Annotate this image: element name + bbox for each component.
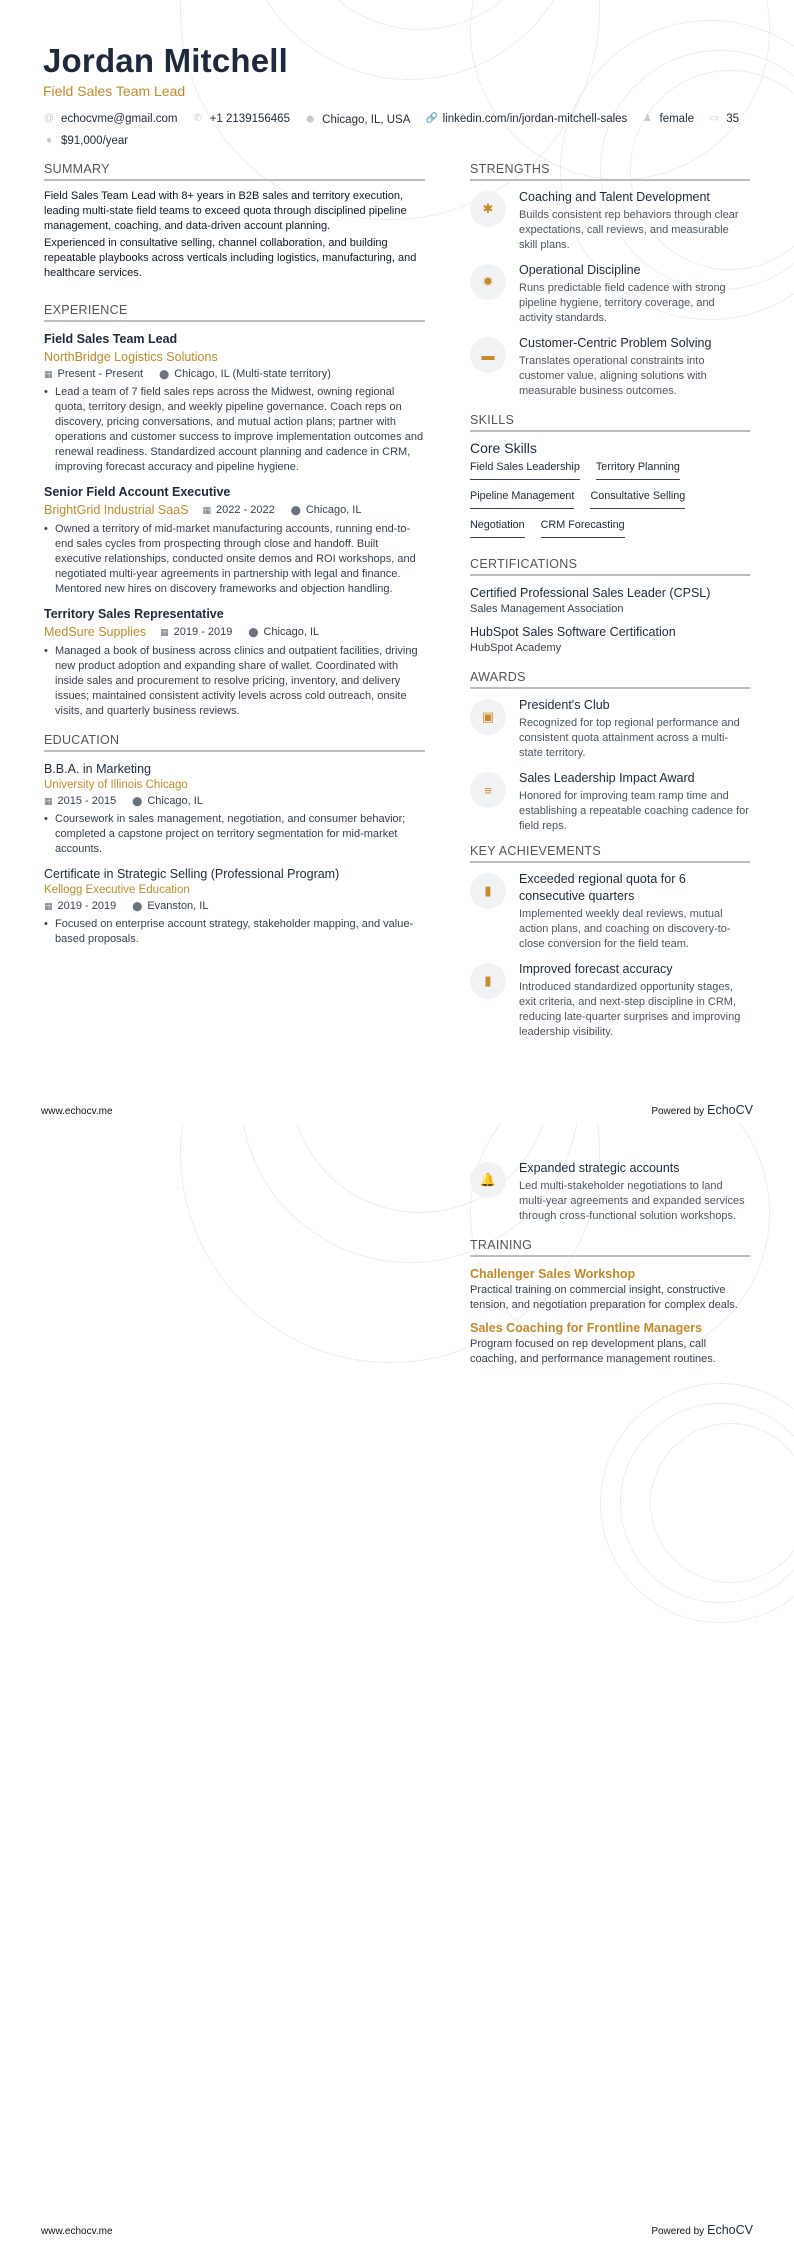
degree: Certificate in Strategic Selling (Professional Program) [44, 867, 340, 881]
salary-icon: ● [45, 135, 53, 146]
powered-by: Powered by EchoCV [651, 2223, 753, 2237]
education-meta: ▦ 2019 - 2019 ⬤ Evanston, IL [44, 900, 209, 912]
contact-salary: ● $91,000/year [45, 135, 129, 147]
contact-info [44, 108, 764, 151]
company-name: BrightGrid Industrial SaaS [44, 503, 189, 517]
job-meta: BrightGrid Industrial SaaS ▦ 2022 - 2022 ⬤ Chicago, IL [44, 503, 362, 517]
award-desc: Recognized for top regional performance and consistent quota attainment across a multi-state territory. [519, 717, 740, 759]
job-meta: ▦ Present - Present ⬤ Chicago, IL (Multi-state territory) [44, 368, 331, 380]
strength-item [470, 189, 750, 253]
cert-org: HubSpot Academy [470, 642, 562, 654]
bell-icon: 🔔 [470, 1162, 506, 1198]
summary-paragraph: Field Sales Team Lead with 8+ years in B2B sales and territory execution, leading multi-state field teams to exceed quota through disciplined pipeline management, coaching, and data-driven account planning. [44, 190, 407, 232]
powered-by: Powered by EchoCV [651, 1103, 753, 1117]
awards-section [470, 670, 750, 834]
cert-name: Certified Professional Sales Leader (CPSL) [470, 586, 711, 600]
skill-group-title: Core Skills [470, 440, 537, 456]
achievement-item [470, 1160, 750, 1224]
experience-item [44, 330, 425, 475]
location-pin-icon: ⬤ [248, 627, 259, 637]
certifications-section [470, 557, 750, 656]
education-item [44, 865, 425, 947]
experience-item [44, 605, 425, 719]
brand-name[interactable]: EchoCV [707, 1103, 753, 1117]
skill-tag: Territory Planning [596, 460, 680, 480]
right-column [470, 162, 750, 1049]
contact-location: ⬤ Chicago, IL, USA [306, 114, 411, 126]
strength-title: Operational Discipline [519, 263, 641, 277]
training-title: Challenger Sales Workshop [470, 1267, 636, 1281]
at-icon: @ [44, 113, 55, 124]
achievement-title: Expanded strategic accounts [519, 1161, 680, 1175]
skill-tags [470, 460, 750, 547]
calendar-icon: ▦ [44, 796, 53, 806]
calendar-icon: ▦ [44, 901, 53, 911]
job-role: Territory Sales Representative [44, 607, 224, 621]
skill-tag: Negotiation [470, 518, 525, 538]
calendar-icon: ▦ [44, 369, 53, 379]
job-role: Senior Field Account Executive [44, 485, 231, 499]
achievements-section [470, 844, 750, 1040]
strength-desc: Runs predictable field cadence with strong pipeline hygiene, territory coverage, and activity standards. [519, 282, 726, 324]
award-item [470, 697, 750, 761]
education-item [44, 760, 425, 857]
school-name: Kellogg Executive Education [44, 884, 190, 896]
code-square-icon: ▣ [470, 699, 506, 735]
job-meta: MedSure Supplies ▦ 2019 - 2019 ⬤ Chicago, IL [44, 625, 320, 639]
cert-name: HubSpot Sales Software Certification [470, 625, 676, 639]
resume-header [43, 42, 288, 100]
strength-title: Customer-Centric Problem Solving [519, 336, 712, 350]
company-name: MedSure Supplies [44, 625, 147, 639]
job-bullets [44, 522, 425, 597]
summary-paragraph: Experienced in consultative selling, channel collaboration, and building repeatable playbooks across verticals including logistics, manufacturing, and healthcare services. [44, 237, 417, 279]
achievement-item [470, 961, 750, 1040]
bug-icon: ✹ [470, 264, 506, 300]
job-bullets [44, 385, 425, 475]
section-title: AWARDS [470, 670, 750, 689]
skill-tag: Consultative Selling [590, 489, 685, 509]
achievement-item [470, 871, 750, 952]
magic-wand-icon: ✱ [470, 191, 506, 227]
location-pin-icon: ⬤ [290, 505, 301, 515]
page-footer [41, 1103, 753, 1117]
location-pin-icon: ⬤ [306, 116, 315, 123]
strength-item [470, 262, 750, 326]
contact-gender: ♟ female [643, 113, 695, 125]
contact-age: ▭ 35 [709, 113, 740, 125]
training-desc: Program focused on rep development plans, call coaching, and performance management routines. [470, 1338, 716, 1365]
strength-item [470, 335, 750, 399]
left-column [44, 162, 425, 955]
section-title: TRAINING [470, 1238, 750, 1257]
contact-email[interactable]: @ echocvme@gmail.com [44, 113, 178, 125]
company-name: NorthBridge Logistics Solutions [44, 350, 218, 364]
calendar-icon: ▦ [202, 505, 212, 515]
skill-tag: CRM Forecasting [541, 518, 625, 538]
achievement-desc: Implemented weekly deal reviews, mutual action plans, and coaching on discovery-to-close conversion for the field team. [519, 908, 731, 950]
skill-tag: Field Sales Leadership [470, 460, 580, 480]
comment-icon: ▬ [470, 337, 506, 373]
location-pin-icon: ⬤ [132, 901, 143, 911]
job-bullets [44, 644, 425, 719]
skills-section [470, 413, 750, 547]
school-name: University of Illinois Chicago [44, 779, 188, 791]
page-footer [41, 2223, 753, 2237]
section-title: CERTIFICATIONS [470, 557, 750, 576]
bullet-item: • Managed a book of business across clinics and outpatient facilities, driving new product adoption and expanding share of wallet. Coordinated with inside sales and procurement to resolve pricing, inventory, and delivery issues; maintained consistent activity levels across cold outreach, onsite visits, and quarterly business reviews. [44, 644, 425, 719]
training-desc: Practical training on commercial insight, constructive tension, and negotiation preparation for complex deals. [470, 1284, 738, 1311]
candidate-name: Jordan Mitchell [43, 42, 289, 79]
bullet-item: • Owned a territory of mid-market manufacturing accounts, running end-to-end sales cycles from prospecting through close and handoff. Built executive relationships, conducted onsite demos and ROI workshops, and negotiated multi-year agreements in partnership with legal and finance. Mentored new hires on discovery frameworks and objection handling. [44, 522, 425, 597]
calendar-icon: ▭ [709, 113, 719, 124]
bullet-item: • Focused on enterprise account strategy, stakeholder mapping, and value-based proposals. [44, 917, 425, 947]
section-title: EDUCATION [44, 733, 425, 752]
resume-page-1 [0, 0, 794, 1122]
experience-item [44, 483, 425, 597]
candidate-title: Field Sales Team Lead [43, 83, 186, 99]
section-title: KEY ACHIEVEMENTS [470, 844, 750, 863]
link-icon: 🔗 [425, 113, 439, 124]
location-pin-icon: ⬤ [132, 796, 143, 806]
job-role: Field Sales Team Lead [44, 332, 178, 346]
strength-desc: Translates operational constraints into customer value, aligning solutions with measurable business outcomes. [519, 355, 707, 397]
contact-phone[interactable]: ✆ +1 2139156465 [193, 113, 290, 125]
achievement-desc: Led multi-stakeholder negotiations to land multi-year agreements and expanded services through cross-functional solution workshops. [519, 1180, 745, 1222]
strength-title: Coaching and Talent Development [519, 190, 710, 204]
award-title: Sales Leadership Impact Award [519, 771, 695, 785]
cert-org: Sales Management Association [470, 603, 624, 615]
education-section [44, 733, 425, 947]
section-title: SKILLS [470, 413, 750, 432]
person-icon: ♟ [643, 113, 652, 124]
education-meta: ▦ 2015 - 2015 ⬤ Chicago, IL [44, 795, 203, 807]
file-minus-icon: ▮ [470, 963, 506, 999]
degree: B.B.A. in Marketing [44, 762, 151, 776]
contact-linkedin[interactable]: 🔗 linkedin.com/in/jordan-mitchell-sales [425, 113, 628, 125]
bullet-item: • Lead a team of 7 field sales reps across the Midwest, owning regional quota, territory design, and weekly pipeline governance. Coach reps on discovery, pricing conversations, and mutual action plans; partner with operations and customer success to improve implementation outcomes and renewal readiness. Standardized account planning and cadence in CRM, improving forecast accuracy and pipeline hygiene. [44, 385, 425, 475]
align-right-icon: ≡ [470, 772, 506, 808]
experience-section [44, 303, 425, 719]
bullet-item: • Coursework in sales management, negotiation, and consumer behavior; completed a capstone project on territory segmentation for mid-market accounts. [44, 812, 425, 857]
right-column [470, 1160, 750, 1373]
section-title: SUMMARY [44, 162, 425, 181]
summary-section [44, 162, 425, 281]
award-desc: Honored for improving team ramp time and establishing a repeatable coaching cadence for field reps. [519, 790, 749, 832]
achievement-title: Improved forecast accuracy [519, 962, 673, 976]
education-bullets [44, 917, 425, 947]
achievement-desc: Introduced standardized opportunity stages, exit criteria, and next-step discipline in CRM, reducing late-quarter surprises and improving leadership visibility. [519, 981, 741, 1038]
website-link[interactable]: www.echocv.me [41, 2226, 113, 2237]
award-title: President's Club [519, 698, 610, 712]
resume-page-2 [0, 1123, 794, 2246]
skill-tag: Pipeline Management [470, 489, 574, 509]
strength-desc: Builds consistent rep behaviors through clear expectations, call reviews, and measurable skill plans. [519, 209, 739, 251]
location-pin-icon: ⬤ [159, 369, 170, 379]
training-section [470, 1238, 750, 1367]
website-link[interactable]: www.echocv.me [41, 1106, 113, 1117]
file-medical-icon: ▮ [470, 873, 506, 909]
phone-icon: ✆ [193, 113, 202, 124]
calendar-icon: ▦ [160, 627, 169, 637]
achievement-title: Exceeded regional quota for 6 consecutive quarters [519, 872, 686, 903]
brand-name[interactable]: EchoCV [707, 2223, 753, 2237]
section-title: STRENGTHS [470, 162, 750, 181]
education-bullets [44, 812, 425, 857]
section-title: EXPERIENCE [44, 303, 425, 322]
award-item [470, 770, 750, 834]
strengths-section [470, 162, 750, 399]
training-title: Sales Coaching for Frontline Managers [470, 1321, 702, 1335]
